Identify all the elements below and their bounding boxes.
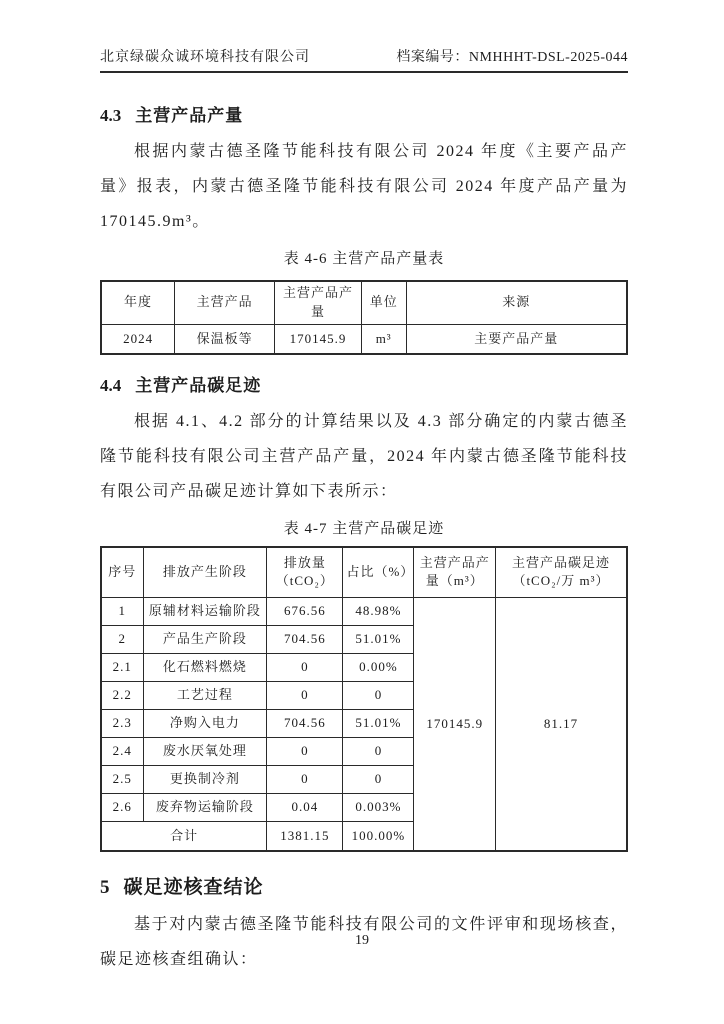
col-header-year: 年度 xyxy=(101,281,175,324)
cell-no: 2.5 xyxy=(101,765,143,793)
table-4-7-caption: 表 4-7 主营产品碳足迹 xyxy=(283,521,445,538)
cell-emission: 0 xyxy=(267,765,343,793)
col-header-footprint: 主营产品碳足迹 （tCO₂/万 m³） xyxy=(495,547,627,597)
section-4-4-number: 4.4 xyxy=(100,376,122,396)
cell-no: 2.6 xyxy=(101,793,143,821)
cell-no: 2.3 xyxy=(101,709,143,737)
section-4-4-title: 主营产品碳足迹 xyxy=(135,376,262,396)
table-4-6-caption: 表 4-6 主营产品产量表 xyxy=(283,251,445,267)
section-4-3-number: 4.3 xyxy=(100,106,122,125)
cell-emission: 0.04 xyxy=(267,793,343,821)
col-header-product: 主营产品 xyxy=(175,281,275,324)
cell-ratio: 51.01% xyxy=(343,625,414,653)
cell-year: 2024 xyxy=(101,324,175,354)
cell-total-label: 合计 xyxy=(101,821,267,851)
cell-emission: 704.56 xyxy=(267,709,343,737)
cell-stage: 废水厌氧处理 xyxy=(143,737,267,765)
table-4-6-header-row xyxy=(101,281,627,324)
table-4-7-header-row xyxy=(101,547,627,597)
cell-stage: 产品生产阶段 xyxy=(143,625,267,653)
cell-emission: 0 xyxy=(267,681,343,709)
col-header-source: 来源 xyxy=(406,281,627,324)
header-company-name: 北京绿碳众诚环境科技有限公司 xyxy=(100,50,310,65)
cell-total-ratio: 100.00% xyxy=(343,821,414,851)
cell-stage: 工艺过程 xyxy=(143,681,267,709)
document-header xyxy=(100,46,628,73)
cell-no: 2 xyxy=(101,625,143,653)
cell-emission: 676.56 xyxy=(267,597,343,625)
header-file-number xyxy=(396,46,628,66)
cell-stage: 化石燃料燃烧 xyxy=(143,653,267,681)
col-header-output: 主营产品产量 xyxy=(275,281,362,324)
cell-footprint-merged: 81.17 xyxy=(495,597,627,851)
section-4-4-paragraph: 根据 4.1、4.2 部分的计算结果以及 4.3 部分确定的内蒙古德圣隆节能科技有限公司主营产品产量，2024 年内蒙古德圣隆节能科技有限公司产品碳足迹计算如下表所示： xyxy=(100,413,628,501)
cell-stage: 原辅材料运输阶段 xyxy=(143,597,267,625)
file-number-value: NMHHHT-DSL-2025-044 xyxy=(468,50,628,65)
section-5-number: 5 xyxy=(100,877,110,899)
col-header-production: 主营产品产 量（m³） xyxy=(414,547,496,597)
cell-emission: 0 xyxy=(267,653,343,681)
cell-unit: m³ xyxy=(361,324,406,354)
section-4-3-paragraph: 根据内蒙古德圣隆节能科技有限公司 2024 年度《主要产品产量》报表，内蒙古德圣隆节能科技有限公司 2024 年度产品产量为 170145.9m³。 xyxy=(100,143,628,230)
cell-no: 2.4 xyxy=(101,737,143,765)
col-header-ratio: 占比（%） xyxy=(343,547,414,597)
table-4-6 xyxy=(100,280,628,355)
table-4-7 xyxy=(100,546,628,852)
section-5-title: 碳足迹核查结论 xyxy=(123,877,264,899)
col-header-no: 序号 xyxy=(101,547,143,597)
section-5-paragraph: 基于对内蒙古德圣隆节能科技有限公司的文件评审和现场核查，碳足迹核查组确认： xyxy=(100,916,628,969)
cell-output: 170145.9 xyxy=(275,324,362,354)
file-number-label: 档案编号： xyxy=(396,50,469,65)
section-4-3-title: 主营产品产量 xyxy=(135,106,244,125)
cell-no: 2.2 xyxy=(101,681,143,709)
table-row xyxy=(101,597,627,625)
col-header-unit: 单位 xyxy=(361,281,406,324)
cell-ratio: 0.003% xyxy=(343,793,414,821)
cell-ratio: 0 xyxy=(343,681,414,709)
cell-no: 2.1 xyxy=(101,653,143,681)
cell-no: 1 xyxy=(101,597,143,625)
section-4-4-heading xyxy=(100,371,628,396)
cell-production-merged: 170145.9 xyxy=(414,597,496,851)
cell-product: 保温板等 xyxy=(175,324,275,354)
cell-total-emission: 1381.15 xyxy=(267,821,343,851)
cell-stage: 废弃物运输阶段 xyxy=(143,793,267,821)
cell-stage: 净购入电力 xyxy=(143,709,267,737)
section-5-heading xyxy=(100,872,628,899)
table-row xyxy=(101,324,627,354)
cell-stage: 更换制冷剂 xyxy=(143,765,267,793)
cell-source: 主要产品产量 xyxy=(406,324,627,354)
cell-emission: 0 xyxy=(267,737,343,765)
page-number: 19 xyxy=(355,933,369,948)
cell-ratio: 48.98% xyxy=(343,597,414,625)
cell-emission: 704.56 xyxy=(267,625,343,653)
col-header-stage: 排放产生阶段 xyxy=(143,547,267,597)
section-4-3-heading xyxy=(100,101,628,126)
cell-ratio: 0 xyxy=(343,765,414,793)
cell-ratio: 0 xyxy=(343,737,414,765)
cell-ratio: 51.01% xyxy=(343,709,414,737)
cell-ratio: 0.00% xyxy=(343,653,414,681)
col-header-emission: 排放量 （tCO₂） xyxy=(267,547,343,597)
